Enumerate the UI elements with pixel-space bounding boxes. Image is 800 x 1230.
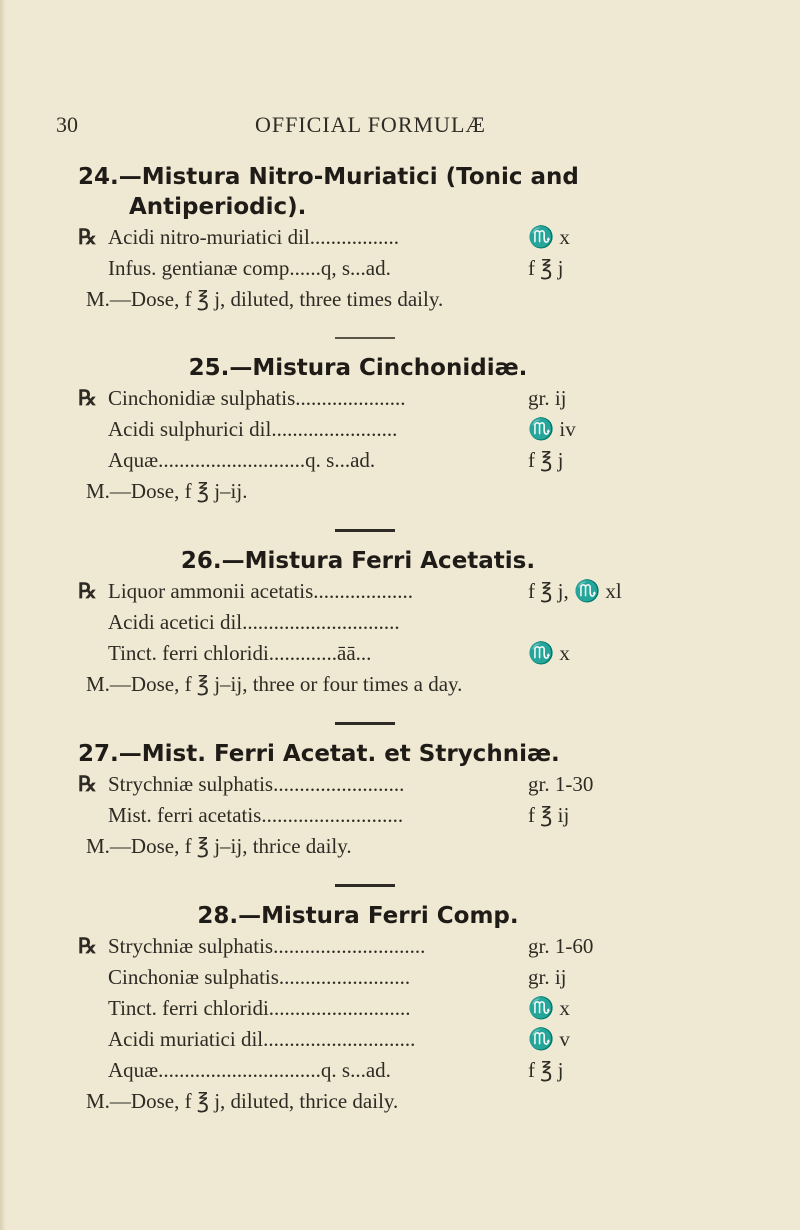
ingredient-amount: ♏ x [528, 225, 570, 249]
recipe-symbol: ℞ [78, 772, 97, 796]
ingredient-line [78, 931, 758, 962]
page-number: 30 [56, 112, 78, 137]
formula-title: 27.—Mist. Ferri Acetat. et Strychniæ. [78, 741, 560, 767]
ingredient-name: Strychniæ sulphatis......................... [108, 772, 405, 796]
ingredient-amount: gr. ij [528, 386, 567, 410]
recipe-symbol: ℞ [78, 934, 97, 958]
directions-line [78, 1086, 758, 1117]
page-edge [0, 0, 6, 1230]
formula-title: 26.—Mistura Ferri Acetatis. [180, 548, 536, 574]
recipe-symbol: ℞ [78, 579, 97, 603]
directions-line [78, 831, 758, 862]
formula-26 [78, 546, 758, 700]
section-divider [335, 884, 395, 887]
ingredient-line [78, 253, 758, 284]
directions: M.—Dose, f ℥ j–ij. [86, 479, 248, 503]
ingredient-name: Aquæ............................q. s...ad. [108, 448, 376, 472]
formula-title: 25.—Mistura Cinchonidiæ. [188, 355, 528, 381]
running-head: OFFICIAL FORMULÆ [255, 112, 486, 137]
ingredient-line [78, 222, 758, 253]
directions-line [78, 284, 758, 315]
ingredient-name: Tinct. ferri chloridi.............āā... [108, 641, 372, 665]
ingredient-amount: ♏ x [528, 996, 570, 1020]
page-header [56, 112, 696, 142]
directions: M.—Dose, f ℥ j–ij, thrice daily. [86, 834, 352, 858]
directions: M.—Dose, f ℥ j, diluted, three times daily. [86, 287, 444, 311]
formula-28 [78, 901, 758, 1117]
formula-title-continued: Antiperiodic). [129, 194, 307, 220]
ingredient-line [78, 800, 758, 831]
formula-title: 28.—Mistura Ferri Comp. [197, 903, 519, 929]
ingredient-name: Strychniæ sulphatis............................. [108, 934, 426, 958]
ingredient-amount: ♏ iv [528, 417, 576, 441]
ingredient-name: Infus. gentianæ comp......q, s...ad. [108, 256, 391, 280]
formula-27 [78, 739, 758, 862]
ingredient-line [78, 993, 758, 1024]
ingredient-amount: f ℥ j [528, 256, 564, 280]
recipe-symbol: ℞ [78, 225, 97, 249]
ingredient-line [78, 383, 758, 414]
ingredient-line [78, 445, 758, 476]
formula-title: 24.—Mistura Nitro-Muriatici (Tonic and [78, 164, 579, 190]
ingredient-amount: ♏ x [528, 641, 570, 665]
ingredient-amount: gr. 1-60 [528, 934, 594, 958]
ingredient-name: Acidi muriatici dil............................. [108, 1027, 416, 1051]
formula-25 [78, 353, 758, 507]
ingredient-amount: f ℥ j, ♏ xl [528, 579, 622, 603]
page-body [78, 162, 758, 1139]
ingredient-name: Cinchoniæ sulphatis......................... [108, 965, 411, 989]
ingredient-line [78, 638, 758, 669]
ingredient-line [78, 607, 758, 638]
directions: M.—Dose, f ℥ j, diluted, thrice daily. [86, 1089, 399, 1113]
ingredient-name: Acidi nitro-muriatici dil................. [108, 225, 400, 249]
ingredient-amount: gr. 1-30 [528, 772, 594, 796]
ingredient-name: Tinct. ferri chloridi........................... [108, 996, 411, 1020]
recipe-symbol: ℞ [78, 386, 97, 410]
ingredient-name: Cinchonidiæ sulphatis..................... [108, 386, 406, 410]
ingredient-amount: ♏ v [528, 1027, 570, 1051]
section-divider [335, 722, 395, 725]
section-divider [335, 337, 395, 339]
ingredient-line [78, 576, 758, 607]
directions: M.—Dose, f ℥ j–ij, three or four times a day. [86, 672, 463, 696]
ingredient-amount: f ℥ ij [528, 803, 570, 827]
section-divider [335, 529, 395, 532]
directions-line [78, 476, 758, 507]
ingredient-line [78, 769, 758, 800]
ingredient-amount: f ℥ j [528, 1058, 564, 1082]
ingredient-name: Aquæ...............................q. s...ad. [108, 1058, 391, 1082]
ingredient-line [78, 414, 758, 445]
ingredient-line [78, 962, 758, 993]
ingredient-name: Mist. ferri acetatis........................... [108, 803, 404, 827]
ingredient-name: Liquor ammonii acetatis................... [108, 579, 414, 603]
formula-24 [78, 162, 758, 315]
ingredient-name: Acidi acetici dil.............................. [108, 610, 400, 634]
ingredient-line [78, 1024, 758, 1055]
ingredient-amount: f ℥ j [528, 448, 564, 472]
directions-line [78, 669, 758, 700]
ingredient-line [78, 1055, 758, 1086]
ingredient-name: Acidi sulphurici dil........................ [108, 417, 398, 441]
ingredient-amount: gr. ij [528, 965, 567, 989]
